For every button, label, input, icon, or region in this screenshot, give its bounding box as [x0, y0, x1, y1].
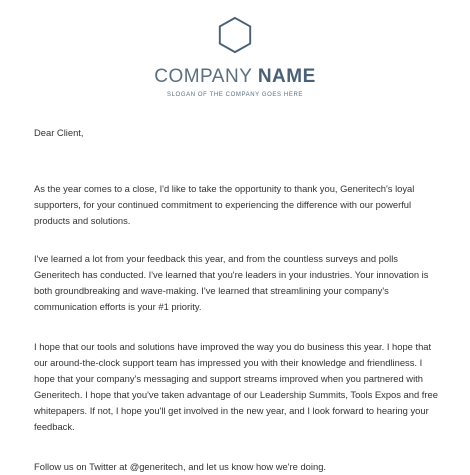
hexagon-logo-icon — [216, 16, 254, 54]
company-name — [0, 66, 470, 88]
letter-body — [34, 125, 444, 472]
letter-salutation: Dear Client, — [34, 127, 84, 138]
letter-paragraph-4: Follow us on Twitter at @generitech, and let us know how we're doing. — [34, 461, 327, 472]
letter-paragraph-1: As the year comes to a close, I'd like to take the opportunity to thank you, Generitech's loyal supporters, for your continued commitment to experiencing the difference with our powerful products and solutions. — [34, 183, 415, 226]
letter-paragraph-3: I hope that our tools and solutions have improved the way you do business this year. I hope that our around-the-clock support team has impressed you with their knowledge and friendliness. I hope that your company's messaging and support streams improved when you partnered with Generitech. I hope that you've taken advantage of our Leadership Summits, Tools Expos and free whitepapers. If not, I hope you'll get involved in the new year, and I look forward to hearing your feedback. — [34, 341, 438, 432]
letterhead — [0, 16, 470, 98]
company-name-bold: NAME — [257, 66, 316, 87]
company-slogan: SLOGAN OF THE COMPANY GOES HERE — [167, 92, 303, 98]
company-name-light: COMPANY — [154, 66, 253, 87]
letter-paragraph-2: I've learned a lot from your feedback this year, and from the countless surveys and polls Generitech has conducted. I've learned that you're leaders in your industries. Your innovation is both groundbreaking and wave-making. I've learned that streamlining your company's communication efforts is your #1 priority. — [34, 253, 429, 312]
